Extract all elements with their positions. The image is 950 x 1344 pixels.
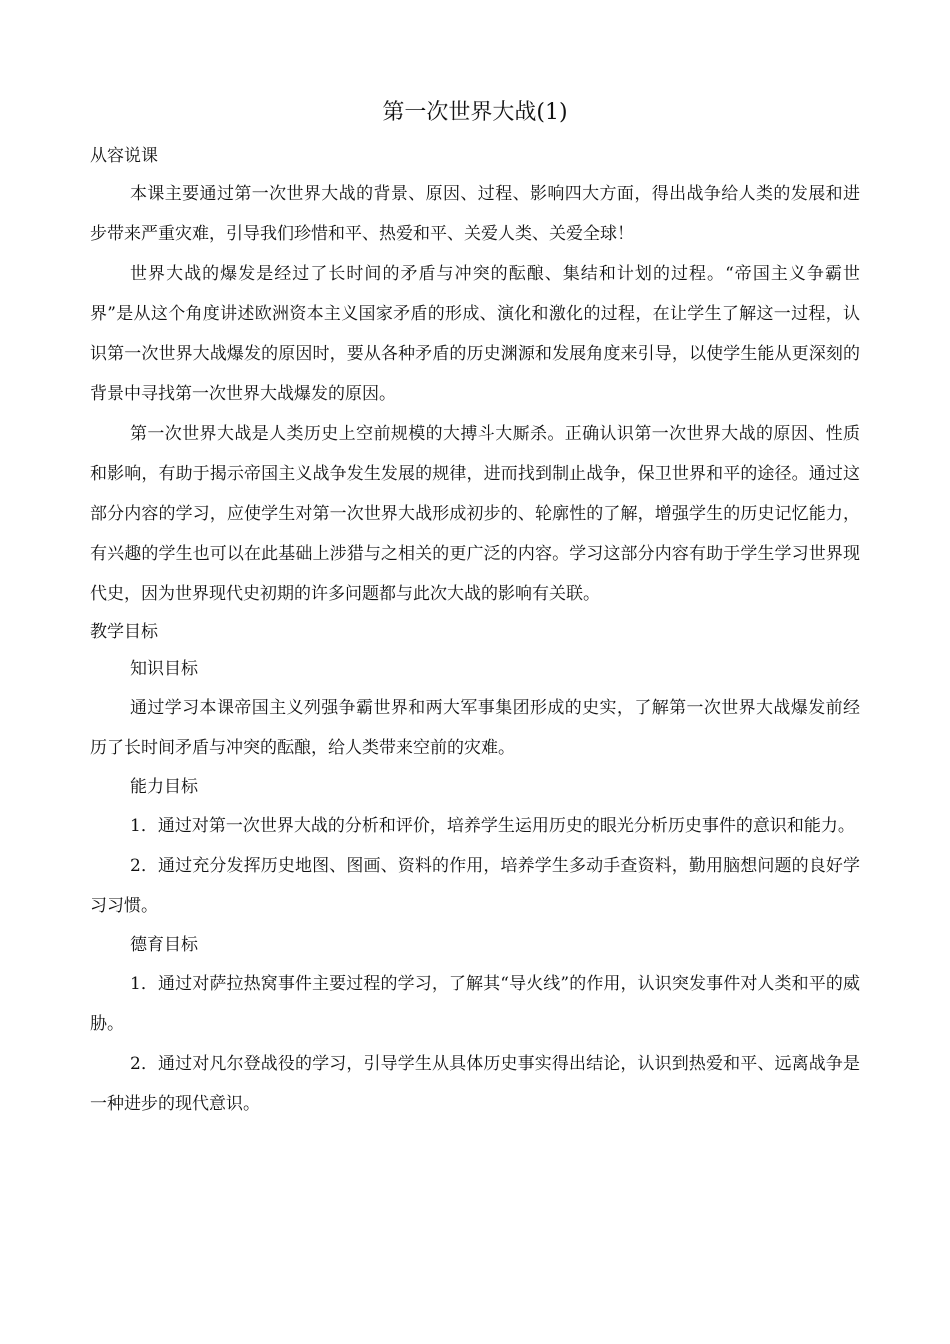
list-item: 2．通过充分发挥历史地图、图画、资料的作用，培养学生多动手查资料，勤用脑想问题的良好学习习惯。 [90, 856, 860, 916]
paragraph: 通过学习本课帝国主义列强争霸世界和两大军事集团形成的史实，了解第一次世界大战爆发前经历了长时间矛盾与冲突的酝酿，给人类带来空前的灾难。 [90, 698, 860, 758]
section-heading-course-intro: 从容说课 [90, 146, 158, 166]
list-item: 1．通过对第一次世界大战的分析和评价，培养学生运用历史的眼光分析历史事件的意识和能力。 [130, 816, 855, 836]
page-title: 第一次世界大战(1) [382, 100, 568, 125]
list-item: 1．通过对萨拉热窝事件主要过程的学习，了解其“导火线”的作用，认识突发事件对人类和平的威胁。 [90, 974, 860, 1034]
document-body [90, 138, 860, 1124]
paragraph: 第一次世界大战是人类历史上空前规模的大搏斗大厮杀。正确认识第一次世界大战的原因、性质和影响，有助于揭示帝国主义战争发生发展的规律，进而找到制止战争，保卫世界和平的途径。通过这部分内容的学习，应使学生对第一次世界大战形成初步的、轮廓性的了解，增强学生的历史记忆能力，有兴趣的学生也可以在此基础上涉猎与之相关的更广泛的内容。学习这部分内容有助于学生学习世界现代史，因为世界现代史初期的许多问题都与此次大战的影响有关联。 [90, 424, 860, 604]
section-heading-teaching-goals: 教学目标 [90, 622, 158, 642]
paragraph: 本课主要通过第一次世界大战的背景、原因、过程、影响四大方面，得出战争给人类的发展和进步带来严重灾难，引导我们珍惜和平、热爱和平、关爱人类、关爱全球！ [90, 184, 860, 244]
paragraph: 世界大战的爆发是经过了长时间的矛盾与冲突的酝酿、集结和计划的过程。“帝国主义争霸世界”是从这个角度讲述欧洲资本主义国家矛盾的形成、演化和激化的过程，在让学生了解这一过程，认识第一次世界大战爆发的原因时，要从各种矛盾的历史渊源和发展角度来引导，以使学生能从更深刻的背景中寻找第一次世界大战爆发的原因。 [90, 264, 860, 404]
subheading-ability-goals: 能力目标 [130, 777, 198, 797]
subheading-knowledge-goals: 知识目标 [130, 659, 198, 679]
list-item: 2．通过对凡尔登战役的学习，引导学生从具体历史事实得出结论，认识到热爱和平、远离战争是一种进步的现代意识。 [90, 1054, 860, 1114]
subheading-moral-goals: 德育目标 [130, 935, 198, 955]
